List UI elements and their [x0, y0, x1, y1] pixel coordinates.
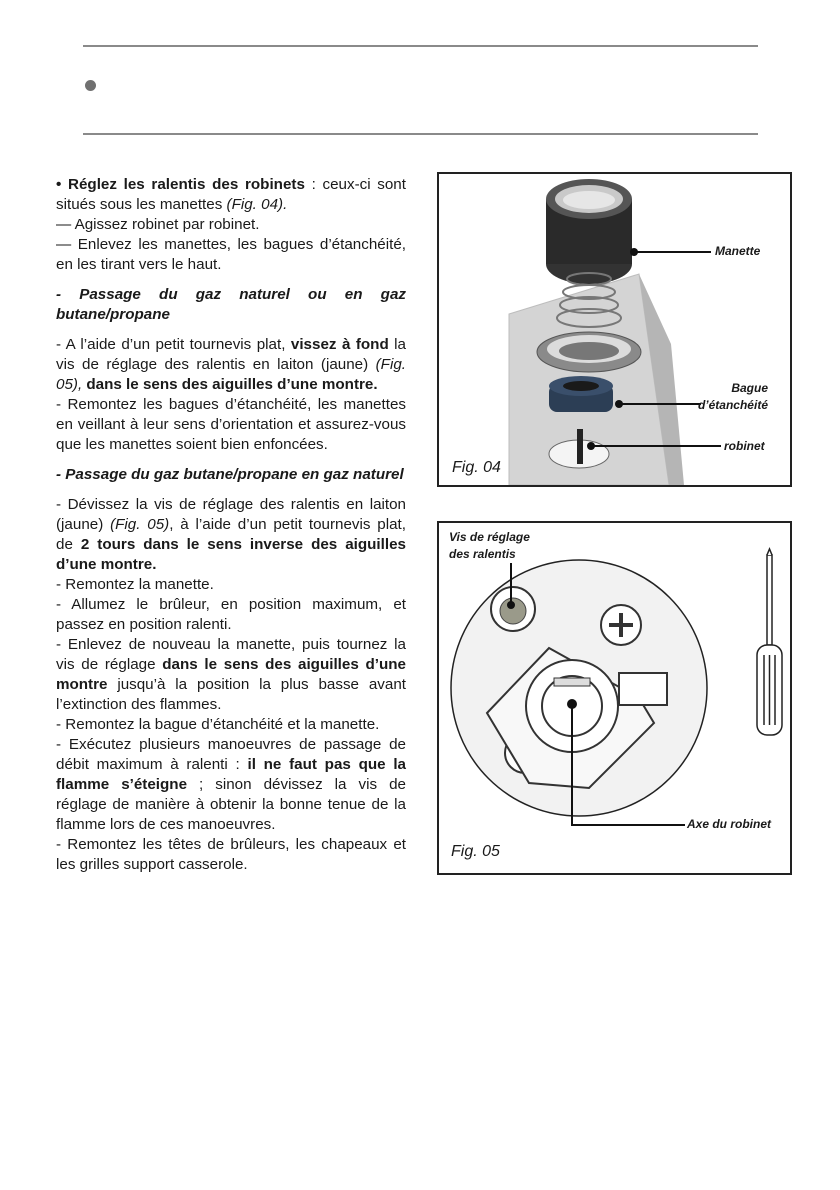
header-rule-top: [83, 45, 758, 47]
intro-line-b: — Enlevez les manettes, les bagues d’étanchéité, en les tirant vers le haut.: [56, 236, 406, 273]
figure-04: [437, 172, 792, 487]
header-bullet-icon: [85, 80, 96, 91]
callout-manette: Manette: [715, 244, 761, 258]
callout-vis-reglage: Vis de réglage des ralentis: [449, 530, 530, 561]
figure-05-label: Fig. 05: [451, 843, 500, 860]
section-2-para-7: - Remontez les têtes de brûleurs, les chapeaux et les grilles support casserole.: [56, 836, 406, 873]
instructions-column: [56, 175, 406, 875]
section-1-title: - Passage du gaz naturel ou en gaz butane/propane: [56, 286, 406, 323]
header-rule-bottom: [83, 133, 758, 135]
section-2-para-6: - Exécutez plusieurs manoeuvres de passage de débit maximum à ralenti : il ne faut pas que la flamme s’éteigne ; sinon dévissez la vis de réglage de manière à obtenir la bonne tenue de la flamme lors de ces manoeuvres.: [56, 736, 406, 833]
figure-05: [437, 521, 792, 875]
callout-bague: Bague d’étanchéité: [697, 381, 768, 412]
section-2-para-2: - Remontez la manette.: [56, 576, 214, 593]
callout-axe-robinet: Axe du robinet: [687, 817, 772, 831]
section-2-para-3: - Allumez le brûleur, en position maximum, et passez en position ralenti.: [56, 596, 406, 633]
callout-robinet: robinet: [724, 439, 765, 453]
section-1-para-2: - Remontez les bagues d’étanchéité, les manettes en veillant à leur sens d’orientation et assurez-vous que les manettes soient bien enfoncées.: [56, 396, 406, 453]
intro-paragraph: • Réglez les ralentis des robinets : ceux-ci sont situés sous les manettes (Fig. 04).: [56, 176, 406, 213]
section-2-para-5: - Remontez la bague d’étanchéité et la manette.: [56, 716, 380, 733]
section-2-para-4: - Enlevez de nouveau la manette, puis tournez la vis de réglage dans le sens des aiguilles d’une montre jusqu’à la position la plus basse avant l’extinction des flammes.: [56, 636, 406, 713]
section-1-para-1: - A l’aide d’un petit tournevis plat, vissez à fond la vis de réglage des ralentis en laiton (jaune) (Fig. 05), dans le sens des aiguilles d’une montre.: [56, 336, 407, 393]
figure-04-label: Fig. 04: [452, 459, 501, 476]
section-2-para-1: - Dévissez la vis de réglage des ralentis en laiton (jaune) (Fig. 05), à l’aide d’un petit tournevis plat, de 2 tours dans le sens inverse des aiguilles d’une montre.: [56, 496, 406, 573]
section-2-title: - Passage du gaz butane/propane en gaz naturel: [56, 466, 404, 483]
intro-line-a: — Agissez robinet par robinet.: [56, 216, 260, 233]
screwdriver: [757, 549, 782, 735]
